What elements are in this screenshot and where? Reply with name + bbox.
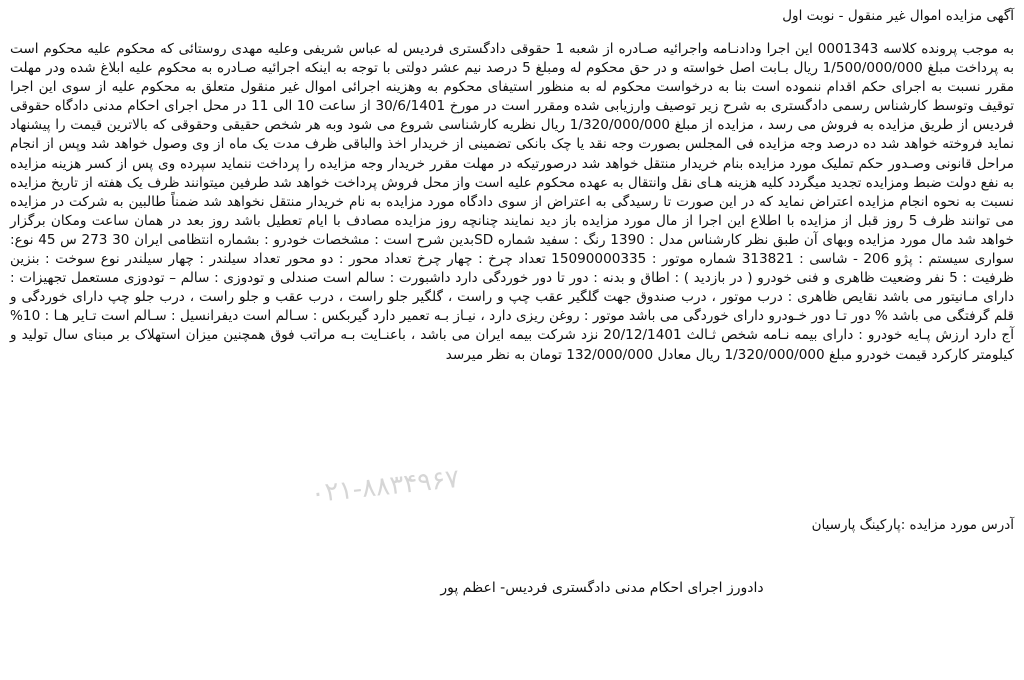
notice-body: به موجب پرونده کلاسه 0001343 این اجرا ودادنـامه واجرائیه صـادره از شعبه 1 حقوقی دادگستری فردیس له عباس شریفی وعلیه مهدی روستائی که محکوم علیه محکوم است به پرداخت مبلغ 1/500/000/000 ریال بـابت اصل خواسته و در حق محکوم له ومبلغ 5 درصد نیم عشر دولتی با توجه به اینکه اجرائیه صـادره به محکوم علیه ابلاغ شده ودر مهلت مقرر نسبت به اجرای حکم اقدام ننموده است بنا به درخواست محکوم له به منظور استیفای محکوم به وهزینه اجرائی اموال غیر منقول متعلق به محکوم علیه از سوی این اجرا توقیف وتوسط کارشناس رسمی دادگستری به شرح زیر توصیف وارزیابی شده ومقرر است در مورخ 30/6/1401 از ساعت 10 الی 11 در محل اجرای احکام مدنی دادگاه حقوقی فردیس از طریق مزایده به فروش می رسد ، مزایده از مبلغ 1/320/000/000 ریال نظریه کارشناسی شروع می شود وبه هر شخص حقیقی وحقوقی که بالاترین قیمت را پیشنهاد نماید فروخته خواهد شد ده درصد وجه مزایده فی المجلس بصورت وجه نقد یا چک بانکی تضمینی از خریدار اخذ والباقی ظرف مدت یک ماه از وی وصول خواهد شد وپس از انجام مراحل قانونی وصـدور حکم تملیک مورد مزایده بنام خریدار منتقل خواهد شد درصورتیکه در مهلت مقرر خریدار وجه مزایده را پرداخت ننماید سپرده وی پس از کسر هزینه مزایده به نفع دولت ضبط ومزایده تجدید میگردد کلیه هزینه هـای نقل وانتقال به عهده محکوم علیه است واز محل فروش پرداخت خواهد شد طرفین میتوانند ظرف یک هفته از تاریخ مزایده نسبت به نحوه انجام مزایده اعتراض نماید که در این صورت تا رسیدگی به اعتراض از سوی دادگاه مورد مزایده به نام خریدار منتقل نخواهد شد ضمناً طالبین به شرکت در مزایده می توانند ظرف 5 روز قبل از مزایده با اطلاع این اجرا از مال مورد مزایده باز دید نمایند چنانچه روز مزایده مصادف با ایام تعطیل باشد روز بعد در همان ساعت ومکان برگزار خواهد شد مال مورد مزایده وبهای آن طبق نظر کارشناس مدل : 1390 رنگ : سفید شماره SDبدین شرح است : مشخصات خودرو : بشماره انتظامی ایران 30 273 س 45 نوع: سواری سیستم : پژو 206 - شاسی : 313821 شماره موتور : 15090000335 تعداد چرخ : چهار چرخ تعداد محور : دو محور تعداد سیلندر : چهار سیلندر نوع سوخت : بنزین ظرفیت : 5 نفر وضعیت ظاهری و فنی خودرو ( در بازدید ) : اطاق و بدنه : دور تا دور خوردگی دارد داشبورت : سالم است صندلی و تودوزی : سالم – تودوزی مستعمل تجهیزات : دارای مـانیتور می باشد نقایص ظاهری : درب موتور ، درب صندوق جهت گلگیر عقب چپ و راست ، گلگیر جلو راست ، درب عقب و جلو راست ، درب جلو چپ دارای خوردگی و قلم گرفتگی می باشد % دور تـا دور خـودرو دارای خوردگی می باشد موتور : روغن ریزی دارد ، نیـاز بـه تعمیر دارد گیربکس : سـالم است دیفرانسیل : سـالم است تـایر هـا : 10% آج دارد ارزش پـایه خودرو : دارای بیمه نـامه شخص ثـالث 20/12/1401 نزد شرکت بیمه ایران می باشد ، باعنـایت بـه مراتب فوق همچنین میزان استهلاک بر مبنای سال تولید و کیلومتر کارکرد قیمت خودرو مبلغ 1/320/000/000 ریال معادل 132/000/000 تومان به نظر میرسد: [10, 41, 1014, 363]
notice-title: آگهی مزایده اموال غیر منقول - نوبت اول: [782, 8, 1014, 24]
stamp-watermark-text: ۰۲۱-۸۸۳۴۹۶۷: [309, 463, 461, 510]
stamp-watermark: [300, 440, 520, 510]
signature-line: دادورز اجرای احکام مدنی دادگستری فردیس- اعظم پور: [440, 580, 764, 596]
auction-address: آدرس مورد مزایده :پارکینگ پارسیان: [811, 517, 1014, 533]
